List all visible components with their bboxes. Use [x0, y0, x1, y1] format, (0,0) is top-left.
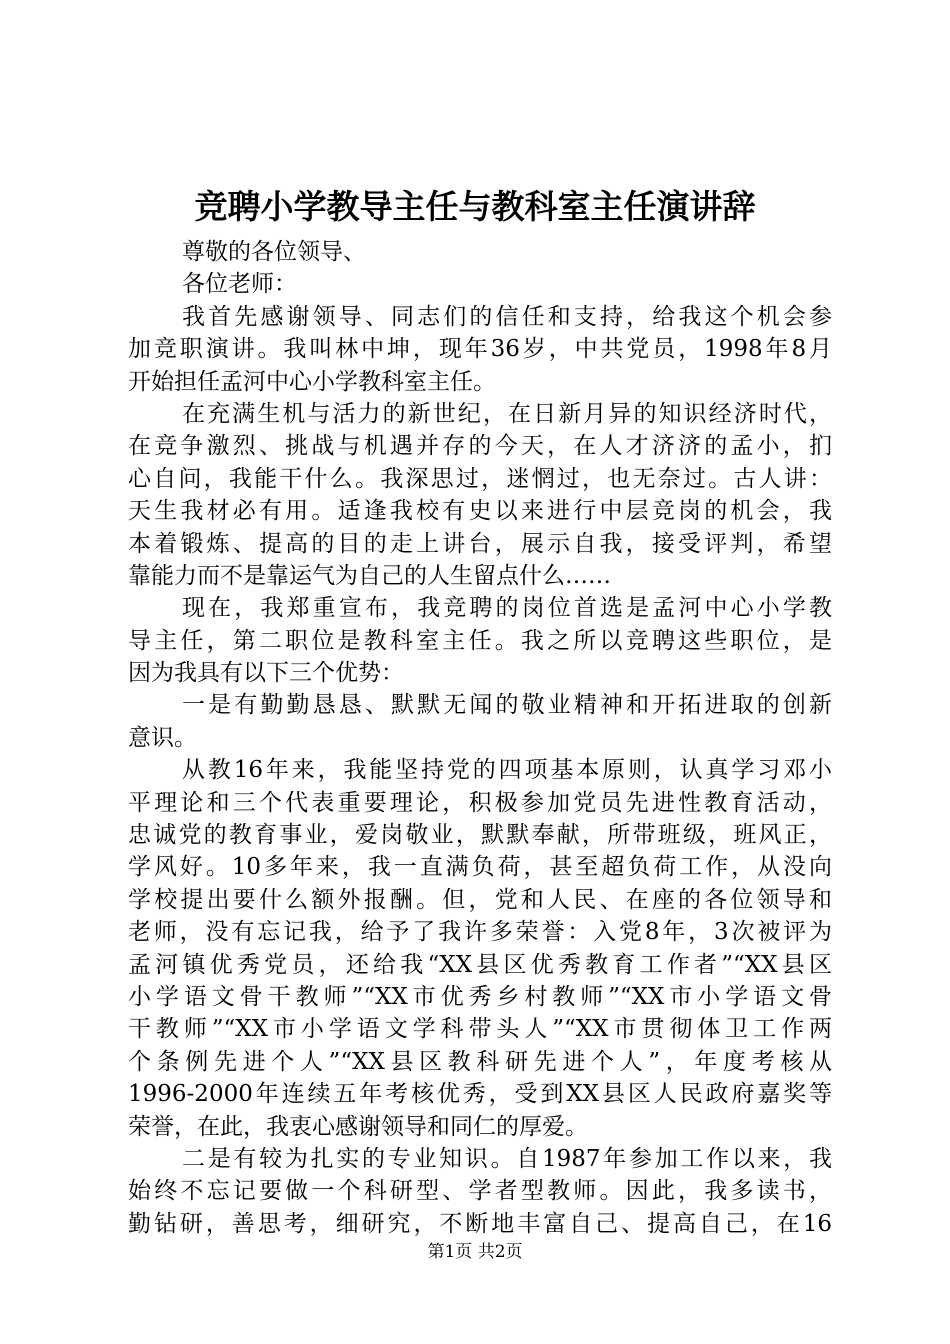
document-body [128, 236, 832, 1240]
text-line: 本着锻炼、提高的目的走上讲台，展示自我，接受评判，希望 [128, 530, 832, 557]
text-line: 忠诚党的教育事业，爱岗敬业，默默奉献，所带班级，班风正， [128, 822, 832, 849]
text-line: 干教师”“XX市小学语文学科带头人”“XX市贯彻体卫工作两 [128, 1016, 832, 1043]
text-line: 在充满生机与活力的新世纪，在日新月异的知识经济时代， [182, 400, 832, 427]
text-line: 开始担任孟河中心小学教科室主任。 [128, 368, 496, 395]
text-line: 在竞争激烈、挑战与机遇并存的今天，在人才济济的孟小，扪 [128, 433, 832, 460]
text-line: 小学语文骨干教师”“XX市优秀乡村教师”“XX市小学语文骨 [128, 983, 832, 1010]
text-line: 个条例先进个人”“XX县区教科研先进个人”，年度考核从 [128, 1048, 832, 1075]
page-footer: 第1页 共2页 [427, 1242, 523, 1262]
text-line: 学校提出要什么额外报酬。但，党和人民、在座的各位领导和 [128, 886, 832, 913]
text-line: 尊敬的各位领导、 [182, 239, 366, 265]
text-line: 平理论和三个代表重要理论，积极参加党员先进性教育活动， [128, 789, 832, 816]
text-line: 因为我具有以下三个优势： [128, 660, 404, 687]
text-line: 荣誉，在此，我衷心感谢领导和同仁的厚爱。 [128, 1113, 588, 1140]
text-line: 各位老师： [182, 271, 297, 298]
text-line: 学风好。10多年来，我一直满负荷，甚至超负荷工作，从没向 [128, 854, 832, 881]
text-line: 1996-2000年连续五年考核优秀，受到XX县区人民政府嘉奖等 [128, 1081, 832, 1108]
text-line: 靠能力而不是靠运气为自己的人生留点什么…… [128, 562, 611, 589]
text-line: 意识。 [128, 724, 197, 751]
text-line: 我首先感谢领导、同志们的信任和支持，给我这个机会参 [182, 303, 832, 330]
document-title: 竞聘小学教导主任与教科室主任演讲辞 [194, 187, 756, 226]
text-line: 导主任，第二职位是教科室主任。我之所以竞聘这些职位，是 [128, 627, 832, 654]
text-line: 加竞职演讲。我叫林中坤，现年36岁，中共党员，1998年8月 [128, 336, 832, 363]
text-line: 天生我材必有用。适逢我校有史以来进行中层竞岗的机会，我 [128, 498, 832, 525]
text-line: 现在，我郑重宣布，我竞聘的岗位首选是孟河中心小学教 [182, 595, 832, 622]
text-line: 老师，没有忘记我，给予了我许多荣誉：入党8年，3次被评为 [128, 919, 832, 946]
text-line: 二是有较为扎实的专业知识。自1987年参加工作以来，我 [182, 1145, 832, 1172]
text-line: 勤钻研，善思考，细研究，不断地丰富自己、提高自己，在16 [128, 1210, 832, 1237]
text-line: 一是有勤勤恳恳、默默无闻的敬业精神和开拓进取的创新 [182, 692, 832, 719]
text-line: 孟河镇优秀党员，还给我“XX县区优秀教育工作者”“XX县区 [128, 951, 832, 978]
text-line: 从教16年来，我能坚持党的四项基本原则，认真学习邓小 [182, 757, 832, 784]
text-line: 心自问，我能干什么。我深思过，迷惘过，也无奈过。古人讲： [128, 465, 832, 492]
text-line: 始终不忘记要做一个科研型、学者型教师。因此，我多读书， [128, 1178, 832, 1205]
